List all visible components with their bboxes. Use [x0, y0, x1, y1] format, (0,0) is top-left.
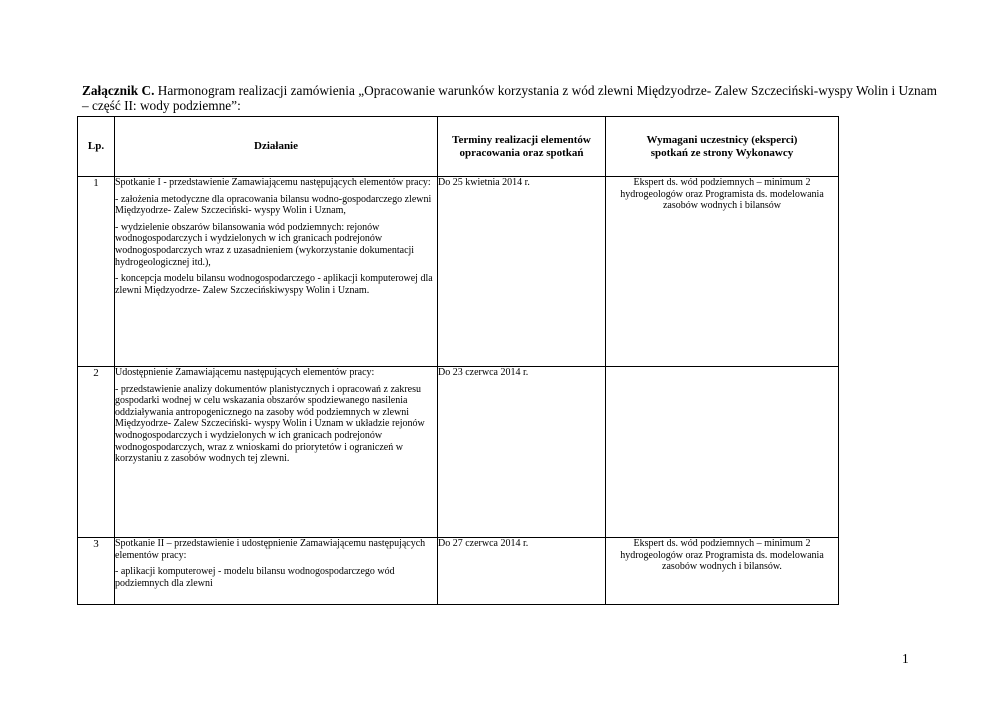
row-lp: 2	[78, 367, 115, 538]
row-lp: 1	[78, 177, 115, 367]
action-paragraph: - wydzielenie obszarów bilansowania wód podziemnych: rejonów wodnogospodarczych i wydzielonych w ich granicach podrejonów wodnogospodarczych wraz z uzasadnieniem (wykorzystanie dokumentacji hydrogeologicznej itd.),	[115, 221, 415, 268]
table-row	[78, 367, 839, 538]
action-paragraph: Spotkanie I - przedstawienie Zamawiającemu następujących elementów pracy:	[115, 177, 431, 188]
table-row	[78, 177, 839, 367]
header-experts	[606, 117, 839, 177]
annex-title: Harmonogram realizacji zamówienia „Opracowanie warunków korzystania z wód zlewni Międzyodrze- Zalew Szczeciński-wyspy Wolin i Uznam – część II: wody podziemne”:	[82, 83, 937, 113]
document-heading	[82, 83, 942, 113]
action-paragraph: - koncepcja modelu bilansu wodnogospodarczego - aplikacji komputerowej dla zlewni Międzyodrze- Zalew Szczecińskiwyspy Wolin i Uznam.	[115, 273, 433, 296]
header-experts-text: Wymagani uczestnicy (eksperci) spotkań ze strony Wykonawcy	[646, 133, 798, 159]
row-action	[115, 367, 438, 538]
header-terms	[438, 117, 606, 177]
schedule-table	[77, 116, 839, 605]
row-term: Do 25 kwietnia 2014 r.	[438, 177, 606, 367]
row-lp: 3	[78, 538, 115, 605]
action-paragraph: - założenia metodyczne dla opracowania bilansu wodno-gospodarczego zlewni Międzyodrze- Zalew Szczeciński- wyspy Wolin i Uznam,	[115, 193, 432, 217]
action-paragraph: - przedstawienie analizy dokumentów planistycznych i opracowań z zakresu gospodarki wodnej w celu wskazania obszarów spodziewanego nasilenia oddziaływania antropogenicznego na zasoby wód podziemnych w zlewni Międzyodrze- Zalew Szczeciński- wyspy Wolin i Uznam w układzie rejonów wodnogospodarczych i wydzielonych w ich granicach podrejonów wodnogospodarczych, wraz z wnioskami do priorytetów i ograniczeń w korzystaniu z zasobów wodnych tej zlewni.	[115, 383, 425, 465]
row-action	[115, 538, 438, 605]
header-terms-text: Terminy realizacji elementów opracowania oraz spotkań	[452, 133, 591, 159]
header-action: Działanie	[115, 117, 438, 177]
row-term: Do 23 czerwca 2014 r.	[438, 367, 606, 538]
row-experts	[606, 367, 839, 538]
row-term: Do 27 czerwca 2014 r.	[438, 538, 606, 605]
action-paragraph: Spotkanie II – przedstawienie i udostępnienie Zamawiającemu następujących elementów pracy:	[115, 538, 426, 561]
row-action	[115, 177, 438, 367]
row-experts: Ekspert ds. wód podziemnych – minimum 2 hydrogeologów oraz Programista ds. modelowania zasobów wodnych i bilansów	[606, 177, 839, 367]
action-paragraph: Udostępnienie Zamawiającemu następujących elementów pracy:	[115, 367, 375, 378]
action-paragraph: - aplikacji komputerowej - modelu bilansu wodnogospodarczego wód podziemnych dla zlewni	[115, 566, 395, 589]
header-lp: Lp.	[78, 117, 115, 177]
table-row	[78, 538, 839, 605]
row-experts: Ekspert ds. wód podziemnych – minimum 2 hydrogeologów oraz Programista ds. modelowania zasobów wodnych i bilansów.	[606, 538, 839, 605]
page-number: 1	[902, 651, 909, 666]
annex-label: Załącznik C.	[82, 83, 155, 98]
table-header-row	[78, 117, 839, 177]
